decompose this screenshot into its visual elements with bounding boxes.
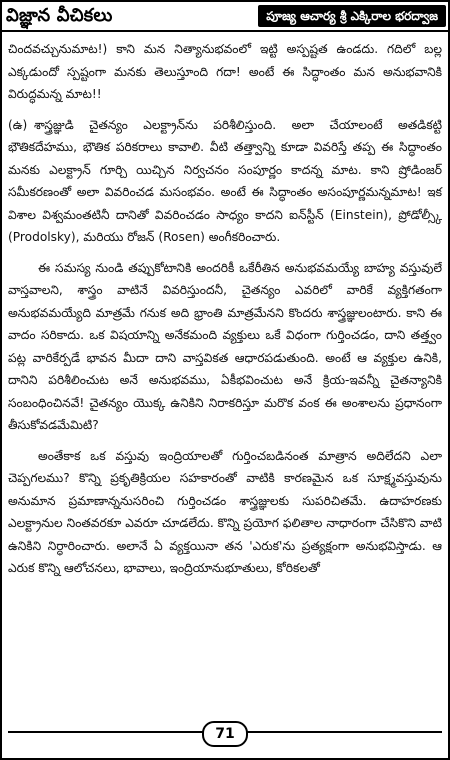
- paragraph-text: చిందవచ్చునుమాట!) కాని మన నిత్యానుభవంలో ఇట్టి అస్పష్టత ఉండదు. గదిలో బల్ల ఎక్కడుందో స్పష్టంగా మనకు తెలుస్తూంది గదా! అంటే ఈ సిద్ధాంతం మన అనుభవానికి విరుద్ధమన్న మాట!!: [8, 42, 442, 101]
- paragraph-text: అంతేకాక ఒక వస్తువు ఇంద్రియాలతో గుర్తించబడినంత మాత్రాన అదిలేదని ఎలా చెప్పగలము? కొన్ని ప్రకృతిక్రియల సహకారంతో వాటికి కారణమైన ఒక సూక్ష్మవస్తువును అనుమాన ప్రమాణాన్ననుసరించి గుర్తించడం శాస్త్రజ్ఞులకు సుపరిచితమే. ఉదాహరణకు ఎలక్ట్రానుల నింతవరకూ ఎవరూ చూడలేదు. కొన్ని ప్రయోగ ఫలితాల నాధారంగా చేసికొని వాటి ఉనికిని నిర్ధారించారు. అలానే ఏ వ్యక్తయినా తన 'ఎరుక'ను ప్రత్యక్షంగా అనుభవిస్తాడు. ఆ ఎరుక కొన్ని ఆలోచనలు, భావాలు, ఇంద్రియానుభూతులు, కోరికలతో: [8, 448, 442, 575]
- point-marker: (ఉ): [8, 117, 28, 132]
- paragraph: [8, 445, 442, 580]
- paragraph-point-u: [8, 114, 442, 249]
- paragraph: [8, 257, 442, 437]
- page-body: [2, 34, 448, 724]
- book-title: విజ్ఞాన వీచికలు: [6, 5, 113, 26]
- page-number: 71: [202, 721, 248, 747]
- page-header: [2, 2, 448, 32]
- paragraph-text: ఈ సమస్య నుండి తప్పుకోటానికి అందరికీ ఒకేరీతిన అనుభవమయ్యే బాహ్య వస్తువులే వాస్తవాలని, శాస్త్రం వాటినే వివరిస్తుందనీ, చైతన్యం ఎవరిలో వారికే వ్యక్తిగతంగా అనుభవమయ్యేది మాత్రమే గనుక అది భ్రాంతి మాత్రమేనని కొందరు శాస్త్రజ్ఞులంటారు. కాని ఈ వాదం సరికాదు. ఒక విషయాన్ని అనేకమంది వ్యక్తులు ఒకే విధంగా గుర్తించడం, దాని తత్త్వం పట్ల వారికేర్పడే భావన మీదా దాని వాస్తవికత ఆధారపడుతుంది. అంటే ఆ వ్యక్తుల ఉనికి, దానిని పరిశీలించుట అనే అనుభవము, ఏకీభవించుట అనే క్రియ-ఇవన్నీ చైతన్యానికి సంబంధించినవే! చైతన్యం యొక్క ఉనికిని నిరాకరిస్తూ మరొక వంక ఈ అంశాలను ప్రధానంగా తీసుకోవడమేమిటి?: [8, 260, 442, 432]
- paragraph-text: శాస్త్రజ్ఞుడి చైతన్యం ఎలక్ట్రాన్‌ను పరిశీలిస్తుంది. అలా చేయాలంటే అతడికట్టి భౌతికదేహము, భౌతిక పరికరాలు కావాలి. వీటి తత్త్వాన్ని కూడా వివరిస్తే తప్ప ఈ సిద్ధాంతం మనకు ఎలక్ట్రాన్ గూర్చి యిచ్చిన నిర్వచనం సంపూర్ణం కాదన్న మాట. కాని ష్రోడింజర్ సమీకరణంతో అలా వివరించడ మసంభవం. అంటే ఈ సిద్ధాంతం అసంపూర్ణమన్నమాట! ఇక విశాల విశ్వమంతటినీ దానితో వివరించడం సాధ్యం కాదని ఐన్‌స్టీన్ (Einstein), ప్రోడోల్స్కీ (Prodolsky), మరియు రోజన్ (Rosen) అంగీకరించారు.: [8, 117, 442, 244]
- paragraph-continued: [8, 38, 442, 106]
- author-banner: పూజ్య ఆచార్య శ్రీ ఎక్కిరాల భరద్వాజ: [258, 5, 446, 27]
